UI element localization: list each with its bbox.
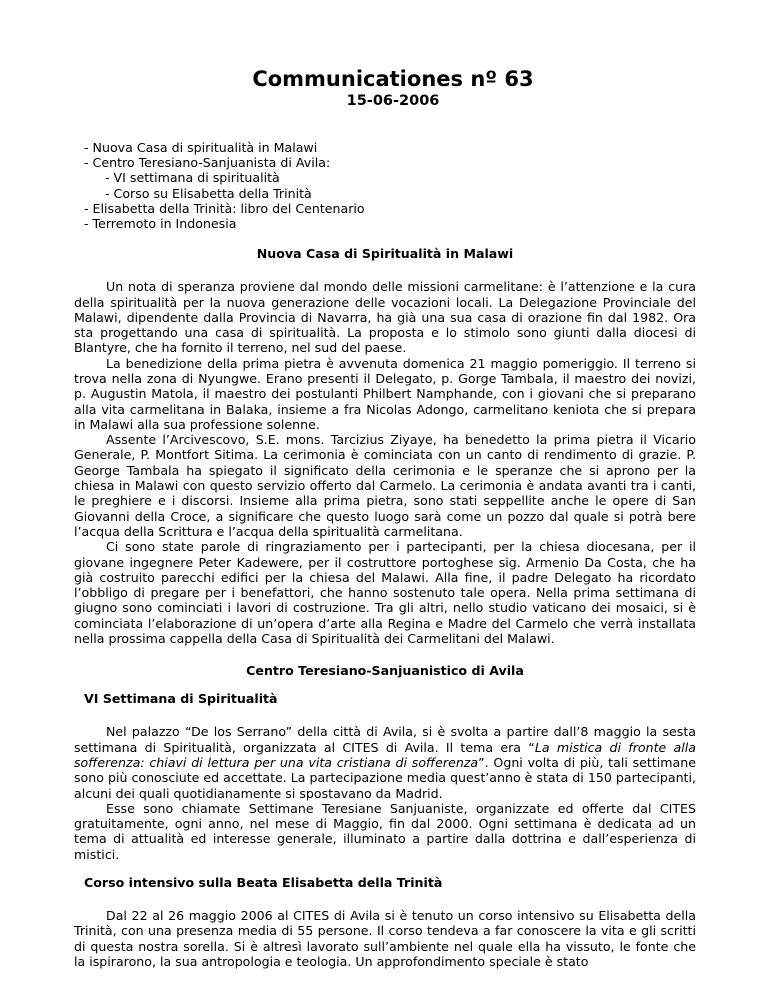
paragraph: Dal 22 al 26 maggio 2006 al CITES di Avila si è tenuto un corso intensivo su Elisabetta della Trinità, con una presenza media di 55 persone. Il corso tendeva a far conoscere la vita e gli scritti di questa nostra sorella. Si è altresì lavorato sull’ambiente nel quale ella ha vissuto, le fonte che la ispirarono, la sua antropologia e teologia. Un approfondimento speciale è stato	[74, 908, 696, 969]
toc-item: - Terremoto in Indonesia	[84, 216, 237, 232]
section-body-malawi	[74, 279, 696, 646]
paragraph-text: ”. Ogni volta di più, tali settimane sono più conosciute ed accettate. La partecipazione media quest’anno è stata di 150 partecipanti, alcuni dei quali quotidianamente si spostavano da Madrid.	[74, 754, 696, 801]
subsection-heading-corso: Corso intensivo sulla Beata Elisabetta della Trinità	[84, 875, 443, 891]
issue-date: 15-06-2006	[346, 93, 440, 109]
page-title: Communicationes nº 63	[252, 67, 534, 91]
paragraph: La benedizione della prima pietra è avvenuta domenica 21 maggio pomeriggio. Il terreno si trova nella zona di Nyungwe. Erano presenti il Delegato, p. Gorge Tambala, il maestro dei novizi, p. Augustin Matola, il maestro dei postulanti Philbert Namphande, con i giovani che si preparano alla vita carmelitana in Balaka, insieme a fra Nicolas Adongo, carmelitano keniota che si prepara in Malawi alla sua professione solenne.	[74, 355, 696, 432]
toc-item: - Nuova Casa di spiritualità in Malawi	[84, 140, 318, 155]
paragraph: Ci sono state parole di ringraziamento per i partecipanti, per la chiesa diocesana, per il giovane ingegnere Peter Kadewere, per il costruttore portoghese sig. Armenio Da Costa, che ha già costruito parecchi edifici per la chiesa del Malawi. Alla fine, il padre Delegato ha ricordato l’obbligo di pregare per i benefattori, che hanno sostenuto tale opera. Nella prima settimana di giugno sono cominciati i lavori di costruzione. Tra gli altri, nello studio vaticano dei mosaici, si è cominciata l’elaborazione di un’opera d’arte alla Regina e Madre del Carmelo che verrà installata nella prossima cappella della Casa di Spiritualità dei Carmelitani del Malawi.	[74, 539, 696, 647]
toc-subitem: - VI settimana di spiritualità	[105, 170, 280, 186]
table-of-contents	[84, 140, 696, 231]
paragraph: Un nota di speranza proviene dal mondo delle missioni carmelitane: è l’attenzione e la cura della spiritualità per la nuova generazione delle vocazioni locali. La Delegazione Provinciale del Malawi, dipendente dalla Provincia di Navarra, ha già una sua casa di orazione fin dal 1982. Ora sta progettando una casa di spiritualità. La proposta e lo stimolo sono giunti dalla diocesi di Blantyre, che ha fornito il terreno, nel sud del paese.	[74, 279, 696, 356]
toc-item: - Elisabetta della Trinità: libro del Centenario	[84, 200, 365, 216]
toc-subitem: - Corso su Elisabetta della Trinità	[105, 185, 312, 201]
subsection-body-corso	[74, 908, 696, 969]
subsection-heading-settimana: VI Settimana di Spiritualità	[84, 691, 278, 707]
toc-item: - Centro Teresiano-Sanjuanista di Avila:	[84, 155, 331, 171]
paragraph: Esse sono chiamate Settimane Teresiane Sanjuaniste, organizzate ed offerte dal CITES gratuitamente, ogni anno, nel mese di Maggio, fin dal 2000. Ogni settimana è dedicata ad un tema di attualità ed interesse generale, illuminato a partire dalla dottrina e dall’esperienza di mistici.	[74, 800, 696, 862]
paragraph-text: Nel palazzo “De los Serrano” della città di Avila, si è svolta a partire dall’8 maggio la sesta settimana di Spiritualità, organizzata al CITES di Avila. Il tema era “	[74, 724, 696, 755]
theme-title: La mistica di fronte alla sofferenza: chiavi di lettura per una vita cristiana di sofferenza	[74, 739, 696, 770]
section-heading-avila: Centro Teresiano-Sanjuanistico di Avila	[246, 663, 524, 679]
subsection-body-settimana	[74, 724, 696, 862]
paragraph: Assente l’Arcivescovo, S.E. mons. Tarcizius Ziyaye, ha benedetto la prima pietra il Vicario Generale, P. Montfort Sitima. La cerimonia è cominciata con un canto di rendimento di grazie. P. George Tambala ha spiegato il significato della cerimonia e le speranze che si aprono per la chiesa in Malawi con questo servizio offerto dal Carmelo. La cerimonia è andata avanti tra i canti, le preghiere e i discorsi. Insieme alla prima pietra, sono stati seppellite anche le opere di San Giovanni della Croce, a significare che questo luogo sarà come un pozzo dal quale si potrà bere l’acqua della Scrittura e l’acqua della spiritualità carmelitana.	[74, 432, 696, 539]
section-heading-malawi: Nuova Casa di Spiritualità in Malawi	[256, 246, 514, 262]
paragraph	[74, 724, 696, 800]
